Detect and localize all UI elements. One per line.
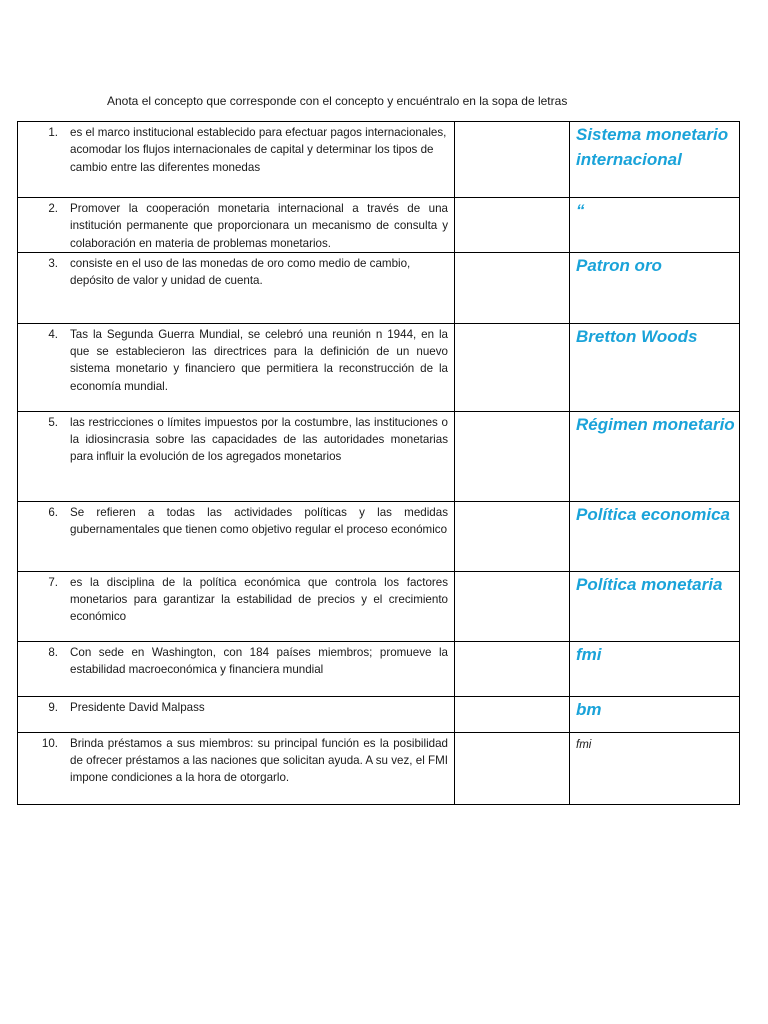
table-row — [18, 571, 740, 641]
question-text: Se refieren a todas las actividades políticas y las medidas gubernamentales que tienen como objetivo regular el proceso económico — [70, 505, 448, 537]
question-cell — [18, 696, 455, 732]
answer-text: fmi — [576, 644, 602, 664]
table-row — [18, 323, 740, 411]
question-cell — [18, 411, 455, 501]
blank-cell[interactable] — [455, 571, 570, 641]
question-number: 4. — [48, 327, 58, 341]
question-text: Con sede en Washington, con 184 países miembros; promueve la estabilidad macroeconómica y financiera mundial — [70, 645, 448, 677]
instruction-text: Anota el concepto que corresponde con el concepto y encuéntralo en la sopa de letras — [107, 94, 568, 108]
blank-cell[interactable] — [455, 501, 570, 571]
question-text: es la disciplina de la política económica que controla los factores monetarios para garantizar la estabilidad de precios y el crecimiento económico — [70, 575, 448, 624]
question-number: 9. — [48, 700, 58, 714]
question-cell — [18, 323, 455, 411]
question-text: Tas la Segunda Guerra Mundial, se celebró una reunión n 1944, en la que se establecieron las directrices para la definición de un nuevo sistema monetario y financiero que permitiera la reconstrucción de la economía mundial. — [70, 327, 448, 393]
question-text: consiste en el uso de las monedas de oro como medio de cambio, depósito de valor y unidad de cuenta. — [70, 256, 411, 288]
table-row — [18, 198, 740, 253]
answer-cell — [570, 571, 740, 641]
blank-cell[interactable] — [455, 696, 570, 732]
question-number: 3. — [48, 256, 58, 270]
answer-cell — [570, 198, 740, 253]
answer-cell — [570, 696, 740, 732]
answer-cell — [570, 323, 740, 411]
answer-cell — [570, 252, 740, 323]
question-text: Promover la cooperación monetaria internacional a través de una institución permanente que proporcionara un mecanismo de consulta y colaboración en materia de problemas monetarios. — [70, 202, 448, 250]
table-row — [18, 411, 740, 501]
question-number: 2. — [48, 202, 58, 215]
blank-cell[interactable] — [455, 323, 570, 411]
question-cell — [18, 198, 455, 253]
blank-cell[interactable] — [455, 411, 570, 501]
answer-cell — [570, 122, 740, 198]
question-number: 7. — [48, 575, 58, 589]
question-number: 10. — [41, 736, 58, 750]
answer-cell — [570, 411, 740, 501]
table-row — [18, 641, 740, 696]
question-number: 5. — [48, 415, 58, 429]
answer-text: Patron oro — [576, 255, 662, 275]
answer-cell — [570, 501, 740, 571]
table-row — [18, 696, 740, 732]
answer-cell — [570, 732, 740, 804]
table-row — [18, 732, 740, 804]
answer-text: Régimen monetario — [576, 414, 735, 434]
answer-text: bm — [576, 699, 602, 719]
blank-cell[interactable] — [455, 252, 570, 323]
blank-cell[interactable] — [455, 122, 570, 198]
question-number: 8. — [48, 645, 58, 659]
table-row — [18, 122, 740, 198]
blank-cell[interactable] — [455, 732, 570, 804]
blank-cell[interactable] — [455, 641, 570, 696]
table-row — [18, 501, 740, 571]
question-cell — [18, 501, 455, 571]
answer-cell — [570, 641, 740, 696]
answer-text: Política economica — [576, 504, 730, 524]
question-cell — [18, 732, 455, 804]
concept-table — [17, 121, 740, 805]
answer-text: Política monetaria — [576, 574, 723, 594]
question-number: 1. — [48, 126, 58, 139]
blank-cell[interactable] — [455, 198, 570, 253]
question-text: es el marco institucional establecido para efectuar pagos internacionales, acomodar los flujos internacionales de capital y determinar los tipos de cambio entre las diferentes monedas — [70, 126, 447, 174]
question-text: las restricciones o límites impuestos por la costumbre, las instituciones o la idiosincrasia sobre las capacidades de las autoridades monetarias para influir la evolución de los agregados monetarios — [70, 415, 448, 464]
answer-text: “ — [576, 201, 585, 220]
question-text: Brinda préstamos a sus miembros: su principal función es la posibilidad de ofrecer préstamos a las naciones que solicitan ayuda. A su vez, el FMI impone condiciones a la hora de otorgarlo. — [70, 736, 448, 785]
answer-text: Sistema monetario internacional — [576, 125, 729, 169]
question-cell — [18, 122, 455, 198]
question-cell — [18, 252, 455, 323]
answer-text: fmi — [576, 738, 592, 751]
table-row — [18, 252, 740, 323]
question-cell — [18, 571, 455, 641]
question-cell — [18, 641, 455, 696]
question-number: 6. — [48, 505, 58, 519]
answer-text: Bretton Woods — [576, 326, 698, 346]
question-text: Presidente David Malpass — [70, 700, 205, 714]
